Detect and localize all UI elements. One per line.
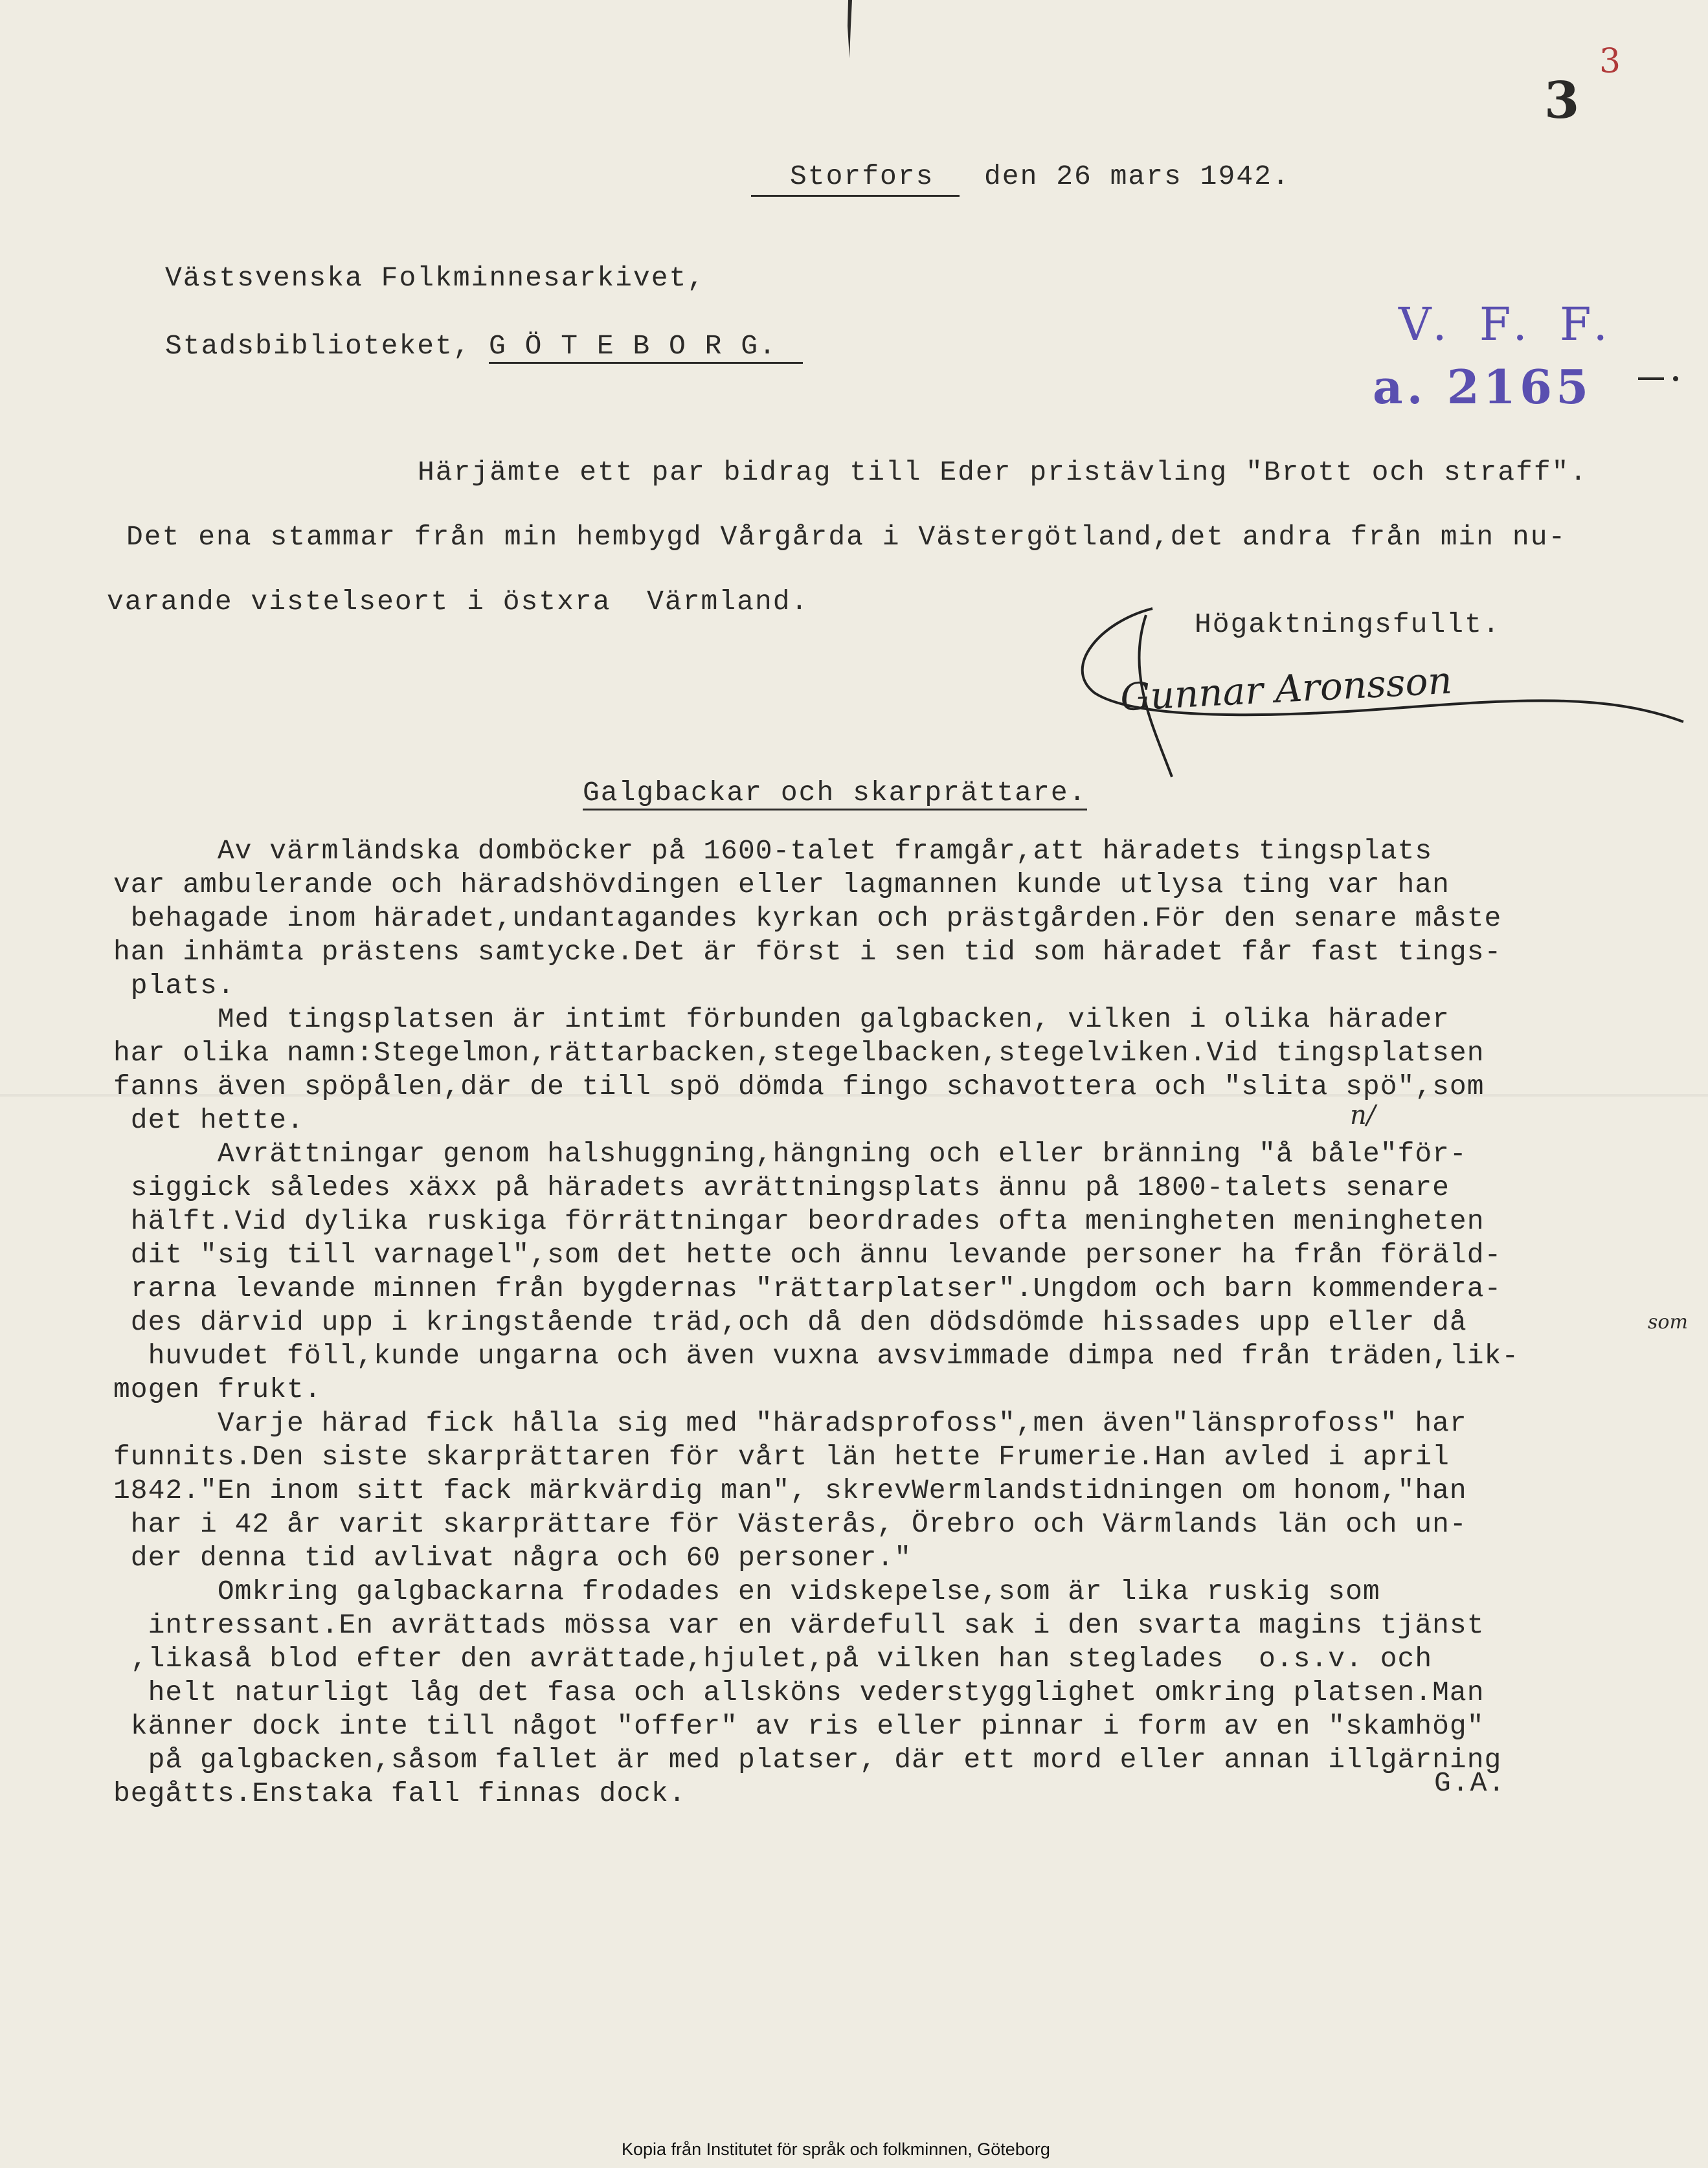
body-line: begåtts.Enstaka fall finnas dock. [113,1778,686,1809]
body-line: Avrättningar genom halshuggning,hängning och eller bränning "å båle"för- [113,1138,1467,1170]
body-line: behagade inom häradet,undantagandes kyrkan och prästgården.För den senare måste [113,902,1502,934]
body-line: Med tingsplatsen är intimt förbunden galgbacken, vilken i olika härader [113,1003,1450,1035]
body-line: har olika namn:Stegelmon,rättarbacken,stegelbacken,stegelviken.Vid tingsplatsen [113,1037,1485,1069]
body-line: Omkring galgbackarna frodades en vidskepelse,som är lika ruskig som [113,1576,1380,1607]
body-line: på galgbacken,såsom fallet är med platser, där ett mord eller annan illgärning [113,1744,1502,1776]
dateline-place: Storfors [751,161,960,197]
intro-line2: Det ena stammar från min hembygd Vårgårda i Västergötland,det andra från min nu- [126,521,1567,553]
body-line: känner dock inte till något "offer" av ris eller pinnar i form av en "skamhög" [113,1710,1485,1742]
body-line: var ambulerande och häradshövdingen eller lagmannen kunde utlysa ting var han [113,869,1450,900]
article-body [113,835,1680,1811]
handwritten-annotation-som: som [1648,1311,1688,1334]
paper-tear-mark [842,0,857,61]
body-line: har i 42 år varit skarprättare för Västerås, Örebro och Värmlands län och un- [113,1508,1467,1540]
handwritten-annotation-n: n/ [1350,1101,1376,1130]
body-line: siggick således xäxx på häradets avrättningsplats ännu på 1800-talets senare [113,1172,1450,1203]
recipient-line2-prefix: Stadsbiblioteket, [165,330,471,362]
intro-line1: Härjämte ett par bidrag till Eder pristävling "Brott och straff". [418,456,1588,488]
intro-line3: varande vistelseort i östxra Värmland. [107,586,809,618]
dateline-date: den 26 mars 1942. [984,161,1290,192]
body-line: der denna tid avlivat några och 60 personer." [113,1542,912,1574]
closing-salutation: Högaktningsfullt. [1195,609,1501,640]
body-line: huvudet föll,kunde ungarna och även vuxna avsvimmade dimpa ned från träden,lik- [113,1340,1520,1372]
body-line: plats. [113,970,235,1001]
article-heading: Galgbackar och skarprättare. [583,777,1087,810]
archive-stamp-line2: a. 2165 [1373,359,1593,414]
author-initials: G.A. [1434,1767,1507,1799]
body-line: ,likaså blod efter den avrättade,hjulet,på vilken han steglades o.s.v. och [113,1643,1433,1675]
body-line: fanns även spöpålen,där de till spö dömda fingo schavottera och "slita spö",som [113,1071,1485,1102]
body-line: des därvid upp i kringstående träd,och då den dödsdömde hissades upp eller då [113,1306,1467,1338]
stamp-dash-mark [1638,372,1683,385]
body-line: hälft.Vid dylika ruskiga förrättningar beordrades ofta meningheten meningheten [113,1205,1485,1237]
body-line: mogen frukt. [113,1374,322,1405]
body-line: det hette. [113,1104,304,1136]
body-line: funnits.Den siste skarprättaren för vårt län hette Frumerie.Han avled i april [113,1441,1450,1473]
body-line: han inhämta prästens samtycke.Det är först i sen tid som häradet får fast tings- [113,936,1502,968]
body-line: Av värmländska domböcker på 1600-talet framgår,att häradets tingsplats [113,835,1433,867]
recipient-city: G Ö T E B O R G. [489,330,803,364]
signature-flourish [1023,596,1696,783]
body-line: helt naturligt låg det fasa och allsköns vederstygglighet omkring platsen.Man [113,1677,1485,1708]
signature: Gunnar Aronsson [1119,658,1454,720]
page-number-red: 3 [1599,42,1621,81]
archive-stamp-line1: V. F. F. [1399,298,1617,351]
body-line: 1842."En inom sitt fack märkvärdig man", skrevWermlandstidningen om honom,"han [113,1475,1467,1506]
recipient-line1: Västsvenska Folkminnesarkivet, [165,262,706,294]
body-line: rarna levande minnen från bygdernas "rättarplatser".Ungdom och barn kommendera- [113,1273,1502,1304]
body-line: dit "sig till varnagel",som det hette och ännu levande personer ha från föräld- [113,1239,1502,1271]
archive-footer: Kopia från Institutet för språk och folkminnen, Göteborg [622,2140,1050,2159]
page-number: 3 [1544,71,1580,130]
body-line: Varje härad fick hålla sig med "häradsprofoss",men även"länsprofoss" har [113,1407,1467,1439]
body-line: intressant.En avrättads mössa var en värdefull sak i den svarta magins tjänst [113,1609,1485,1641]
